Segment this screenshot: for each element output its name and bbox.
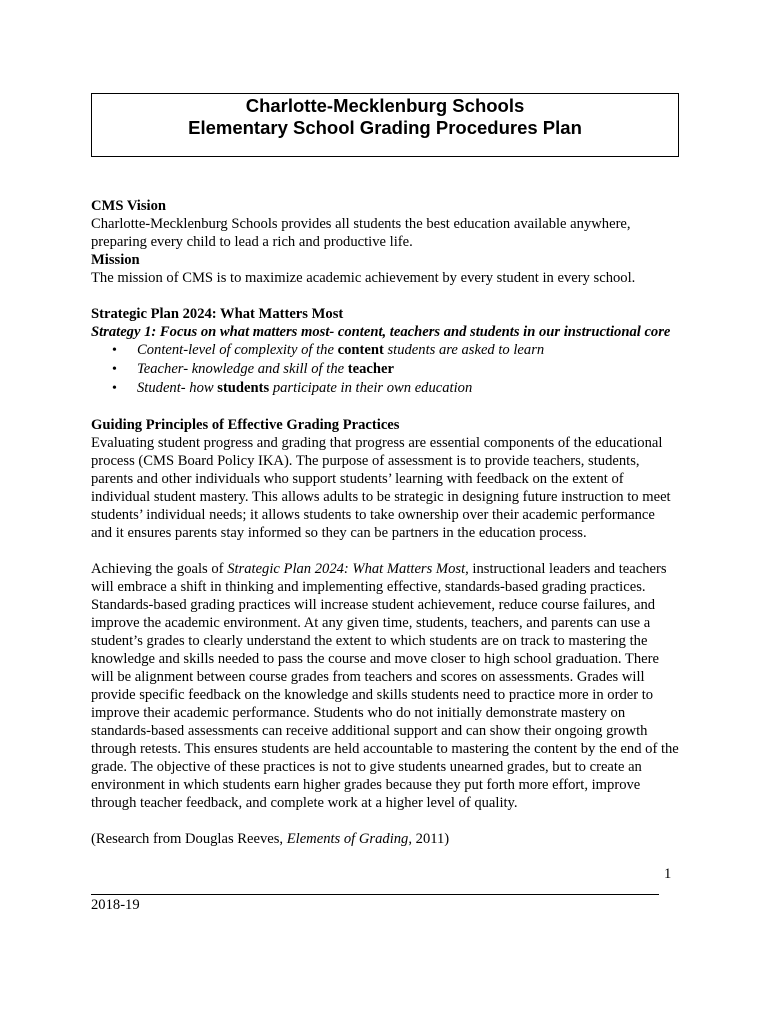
mission-heading: Mission	[91, 252, 140, 268]
bullet-text-before: Teacher- knowledge and skill of the	[137, 361, 348, 377]
list-item	[112, 360, 679, 379]
title-line-1: Charlotte-Mecklenburg Schools	[245, 95, 525, 116]
citation-after: , 2011)	[408, 831, 450, 847]
bullet-text-before: Content-level of complexity of the	[137, 342, 338, 358]
bullet-text-bold: teacher	[347, 361, 394, 377]
title-box	[91, 93, 679, 157]
bullet-text-after: participate in their own education	[269, 380, 473, 396]
bullet-text-before: Student- how	[137, 380, 218, 396]
guiding-heading: Guiding Principles of Effective Grading Practices	[91, 417, 400, 433]
para2-text-after: , instructional leaders and teachers will embrace a shift in thinking and implementing effective, standards-based grading practices. Standards-based grading practices will increase student achievement, reduce course failures, and improve the academic environment. At any given time, students, teachers, and parents can use a student’s grades to clearly understand the extent to which students are on track to mastering the knowledge and skills needed to pass the course and move closer to high school graduation. There will be alignment between course grades from teachers and scores on assessments. Grades will provide specific feedback on the knowledge and skills students need to practice more in order to improve their academic performance. Students who do not initially demonstrate mastery on standards-based assessments can receive additional support and can show their ongoing growth through retests. This ensures students are held accountable to mastering the content by the end of the grade. The objective of these practices is not to give students unearned grades, but to create an environment in which students earn higher grades because they put forth more effort, improve through teacher feedback, and complete work at a higher level of quality.	[91, 561, 679, 811]
bullet-text-bold: content	[337, 342, 384, 358]
para2-text-italic: Strategic Plan 2024: What Matters Most	[227, 561, 466, 577]
vision-heading: CMS Vision	[91, 198, 167, 214]
bullet-icon: •	[112, 343, 117, 358]
para2-text-before: Achieving the goals of	[91, 561, 228, 577]
strategy-statement: Strategy 1: Focus on what matters most- content, teachers and students in our instructional core	[91, 324, 671, 340]
vision-mission-section	[91, 197, 679, 287]
page-number: 1	[664, 866, 672, 882]
list-item	[112, 341, 679, 360]
title-line-2: Elementary School Grading Procedures Plan	[188, 117, 582, 138]
footer-year: 2018-19	[91, 897, 140, 913]
citation-italic: Elements of Grading	[286, 831, 409, 847]
bullet-icon: •	[112, 381, 117, 396]
strategy-bullet-list	[91, 341, 679, 398]
strategic-plan-heading: Strategic Plan 2024: What Matters Most	[91, 306, 344, 322]
footer-rule	[91, 878, 659, 895]
bullet-text-bold: students	[217, 380, 270, 396]
strategic-plan-section	[91, 305, 679, 398]
vision-text: Charlotte-Mecklenburg Schools provides all students the best education available anywhere, preparing every child to lead a rich and productive life.	[91, 216, 631, 250]
citation	[91, 830, 679, 848]
mission-text: The mission of CMS is to maximize academic achievement by every student in every school.	[91, 270, 636, 286]
guiding-paragraph-2	[91, 560, 679, 812]
bullet-text-after: students are asked to learn	[383, 342, 545, 358]
document-page	[91, 93, 679, 848]
guiding-principles-section	[91, 416, 679, 848]
bullet-icon: •	[112, 362, 117, 377]
citation-before: (Research from Douglas Reeves,	[91, 831, 287, 847]
list-item	[112, 379, 679, 398]
guiding-paragraph-1: Evaluating student progress and grading that progress are essential components of the educational process (CMS Board Policy IKA). The purpose of assessment is to provide teachers, students, parents and other individuals who support students’ learning with feedback on the extent of individual student mastery. This allows adults to be strategic in designing future instruction to meet students’ individual needs; it allows students to take ownership over their academic performance and it ensures parents stay informed so they can be partners in the education process.	[91, 435, 671, 541]
